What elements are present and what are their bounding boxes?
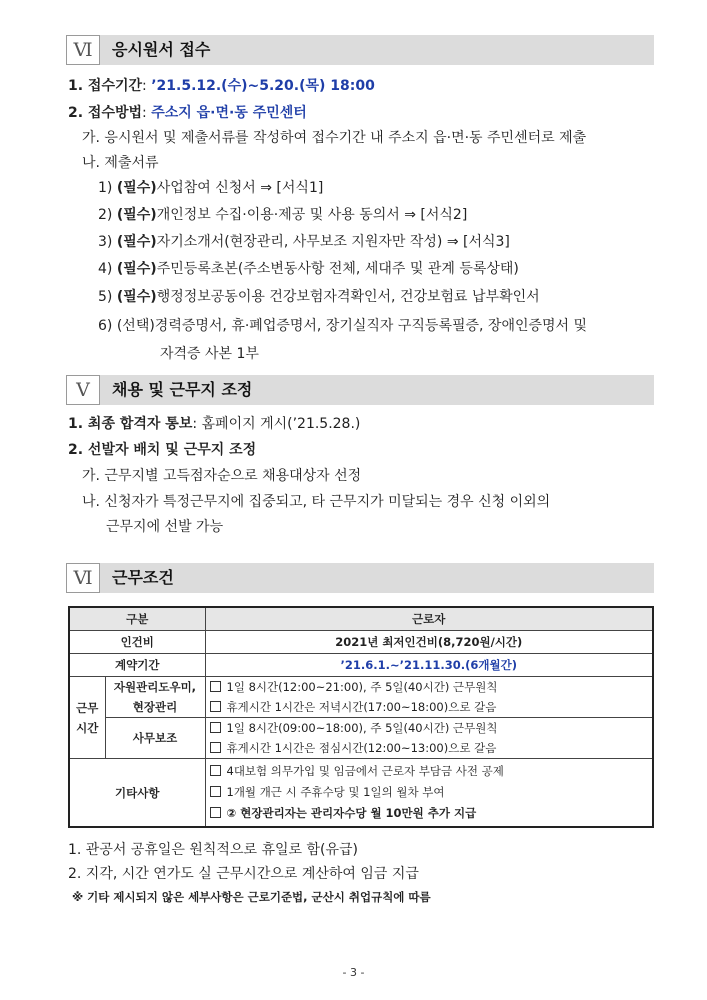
document-number: 2) <box>98 207 117 223</box>
item-label: 2. 접수방법 <box>68 105 143 121</box>
section-title: 근무조건 <box>112 568 174 587</box>
working-conditions-table <box>68 606 654 828</box>
sub-item-ga: 가. 응시원서 및 제출서류를 작성하여 접수기간 내 주소지 읍·면·동 주민센터로 제출 <box>82 130 587 146</box>
section-title: 채용 및 근무지 조정 <box>112 380 253 399</box>
section-header-application <box>66 35 654 65</box>
document-text: 주민등록초본(주소변동사항 전체, 세대주 및 관계 등록상태) <box>156 261 519 277</box>
header-worker: 근로자 <box>205 607 653 631</box>
item-label: 1. 최종 합격자 통보 <box>68 416 193 432</box>
document-item <box>98 287 540 307</box>
detail-line <box>210 782 649 803</box>
checkbox-icon <box>210 742 221 753</box>
detail-text: 1일 8시간(09:00~18:00), 주 5일(40시간) 근무원칙 <box>226 721 498 735</box>
table-row <box>69 677 653 718</box>
document-number: 3) <box>98 234 117 250</box>
row-label-contract: 계약기간 <box>69 654 205 677</box>
detail-text: 휴게시간 1시간은 저녁시간(17:00~18:00)으로 갈음 <box>226 700 497 714</box>
worktime-type-office: 사무보조 <box>105 718 205 759</box>
page-number: - 3 - <box>342 966 365 979</box>
document-required-tag: (필수) <box>116 261 157 277</box>
section-number: Ⅵ <box>66 563 100 593</box>
detail-text: 1개월 개근 시 주휴수당 및 1일의 월차 부여 <box>226 785 445 799</box>
document-number: 4) <box>98 261 117 277</box>
sub-item-na: 나. 제출서류 <box>82 155 159 171</box>
section-number: Ⅴ <box>66 375 100 405</box>
item-value: ’21.5.12.(수)~5.20.(목) 18:00 <box>151 78 375 94</box>
sub-item-na-continued: 근무지에 선발 가능 <box>106 519 224 535</box>
document-text: 자기소개서(현장관리, 사무보조 지원자만 작성) ⇒ [서식3] <box>156 234 510 250</box>
worktime-resource-details <box>205 677 653 718</box>
item-value: : 홈페이지 게시(’21.5.28.) <box>192 416 361 432</box>
section-title: 응시원서 접수 <box>112 40 211 59</box>
checkbox-icon <box>210 786 221 797</box>
checkbox-icon <box>210 701 221 712</box>
detail-line <box>210 677 649 697</box>
detail-line <box>210 738 649 758</box>
detail-text: ② 현장관리자는 관리자수당 월 10만원 추가 지급 <box>226 806 477 820</box>
table-header-row <box>69 607 653 631</box>
document-text: 사업참여 신청서 ⇒ [서식1] <box>156 180 324 196</box>
document-6-continued: 자격증 사본 1부 <box>160 346 259 362</box>
document-required-tag: (필수) <box>116 207 157 223</box>
table-row <box>69 718 653 759</box>
detail-line <box>210 803 649 824</box>
detail-text: 휴게시간 1시간은 점심시간(12:00~13:00)으로 갈음 <box>226 741 497 755</box>
checkbox-icon <box>210 681 221 692</box>
section-header-hiring <box>66 375 654 405</box>
item-value: 주소지 읍·면·동 주민센터 <box>151 105 307 121</box>
document-number: 1) <box>98 180 117 196</box>
detail-text: 1일 8시간(12:00~21:00), 주 5일(40시간) 근무원칙 <box>226 680 498 694</box>
note-lateness: 2. 지각, 시간 연가도 실 근무시간으로 계산하여 임금 지급 <box>68 866 419 882</box>
note-other: ※ 기타 제시되지 않은 세부사항은 근로기준법, 군산시 취업규칙에 따름 <box>72 890 431 904</box>
item-application-period <box>68 76 375 96</box>
row-value-contract: ’21.6.1.~’21.11.30.(6개월간) <box>205 654 653 677</box>
detail-line <box>210 718 649 738</box>
document-text: (선택)경력증명서, 휴·폐업증명서, 장기실직자 구직등록필증, 장애인증명서 및 <box>116 318 588 334</box>
section-number: Ⅵ <box>66 35 100 65</box>
row-value-wage: 2021년 최저인건비(8,720원/시간) <box>205 631 653 654</box>
table-row <box>69 631 653 654</box>
detail-text: 4대보험 의무가입 및 임금에서 근로자 부담금 사전 공제 <box>226 764 504 778</box>
worktime-type-resource-line2: 현장관리 <box>132 700 178 714</box>
item-application-method <box>68 103 307 123</box>
checkbox-icon <box>210 722 221 733</box>
document-text: 행정정보공동이용 건강보험자격확인서, 건강보험료 납부확인서 <box>156 289 540 305</box>
item-label: 1. 접수기간 <box>68 78 143 94</box>
item-placement: 2. 선발자 배치 및 근무지 조정 <box>68 442 257 458</box>
document-required-tag: (필수) <box>116 234 157 250</box>
checkbox-icon <box>210 765 221 776</box>
sub-item-ga: 가. 근무지별 고득점자순으로 채용대상자 선정 <box>82 468 362 484</box>
document-item <box>98 205 467 225</box>
document-item <box>98 259 519 279</box>
document-required-tag: (필수) <box>116 180 157 196</box>
row-label-worktime: 근무 시간 <box>69 677 105 759</box>
section-header-working-conditions <box>66 563 654 593</box>
detail-line <box>210 761 649 782</box>
sub-item-na: 나. 신청자가 특정근무지에 집중되고, 타 근무지가 미달되는 경우 신청 이외의 <box>82 494 551 510</box>
etc-details <box>205 759 653 828</box>
item-colon: : <box>142 105 152 121</box>
header-category: 구분 <box>69 607 205 631</box>
note-holiday: 1. 관공서 공휴일은 원칙적으로 휴일로 함(유급) <box>68 842 358 858</box>
row-label-wage: 인건비 <box>69 631 205 654</box>
row-label-etc: 기타사항 <box>69 759 205 828</box>
table-row <box>69 654 653 677</box>
document-number: 5) <box>98 289 117 305</box>
item-colon: : <box>142 78 152 94</box>
detail-line <box>210 697 649 717</box>
worktime-type-resource-line1: 자원관리도우미, <box>113 680 197 694</box>
document-required-tag: (필수) <box>116 289 157 305</box>
document-item <box>98 232 510 252</box>
document-item <box>98 316 587 336</box>
item-final-notice <box>68 414 360 434</box>
table-row <box>69 759 653 828</box>
worktime-office-details <box>205 718 653 759</box>
document-item <box>98 178 323 198</box>
worktime-type-resource <box>105 677 205 718</box>
checkbox-icon <box>210 807 221 818</box>
document-text: 개인정보 수집·이용·제공 및 사용 동의서 ⇒ [서식2] <box>156 207 468 223</box>
document-number: 6) <box>98 318 117 334</box>
